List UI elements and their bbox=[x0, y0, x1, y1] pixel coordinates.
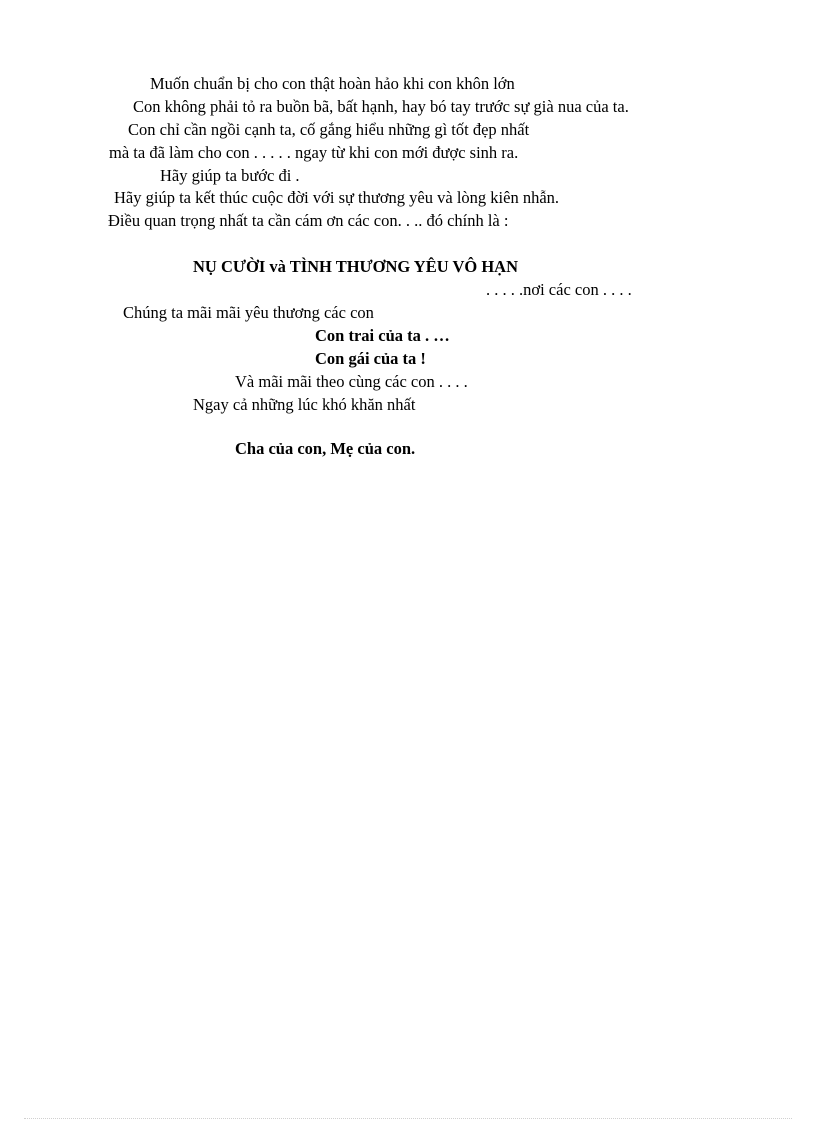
text-line: Con không phải tỏ ra buồn bã, bất hạnh, hay bó tay trước sự già nua của ta. bbox=[133, 97, 629, 116]
heading-tail: . . . . .nơi các con . . . . bbox=[486, 280, 632, 299]
text-line: mà ta đã làm cho con . . . . . ngay từ khi con mới được sinh ra. bbox=[109, 143, 519, 162]
page-bottom-divider bbox=[24, 1118, 792, 1119]
text-line: Hãy giúp ta bước đi . bbox=[160, 166, 300, 185]
text-line: Hãy giúp ta kết thúc cuộc đời với sự thương yêu và lòng kiên nhẫn. bbox=[114, 188, 560, 207]
closing-line: Ngay cả những lúc khó khăn nhất bbox=[193, 395, 416, 414]
signature: Cha của con, Mẹ của con. bbox=[235, 439, 416, 458]
text-line: Con chỉ cần ngồi cạnh ta, cố gắng hiểu những gì tốt đẹp nhất bbox=[128, 120, 530, 139]
closing-line: Và mãi mãi theo cùng các con . . . . bbox=[235, 372, 468, 391]
closing-line: Chúng ta mãi mãi yêu thương các con bbox=[123, 303, 374, 322]
closing-line-daughter: Con gái của ta ! bbox=[315, 349, 426, 368]
closing-line-son: Con trai của ta . … bbox=[315, 326, 450, 345]
text-line: Điều quan trọng nhất ta cần cám ơn các con. . .. đó chính là : bbox=[108, 211, 509, 230]
heading: NỤ CƯỜI và TÌNH THƯƠNG YÊU VÔ HẠN bbox=[193, 257, 518, 276]
text-line: Muốn chuẩn bị cho con thật hoàn hảo khi con khôn lớn bbox=[150, 74, 515, 93]
